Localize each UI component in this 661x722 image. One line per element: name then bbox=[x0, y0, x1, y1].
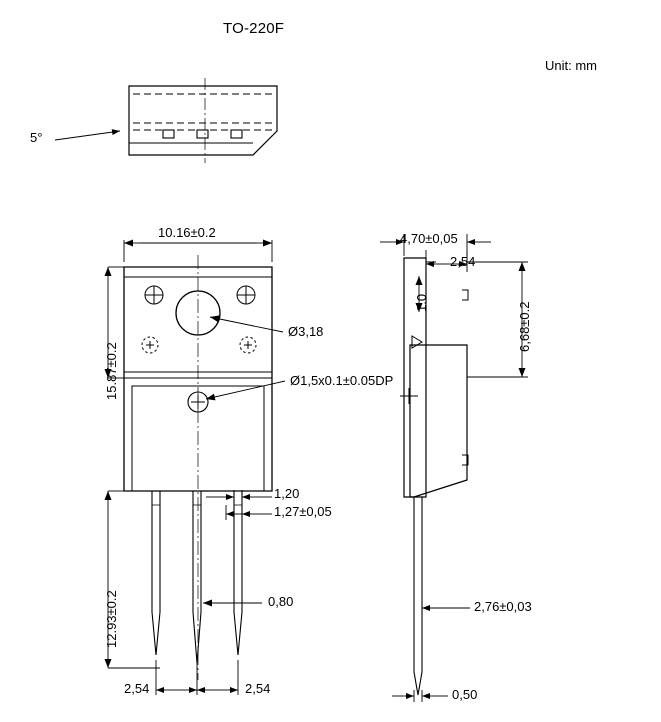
dim-side-tab-total: 6,68±0.2 bbox=[517, 301, 532, 352]
dim-lead-length: 12.93±0.2 bbox=[104, 590, 119, 648]
dim-lead-width-tol: 1,27±0,05 bbox=[274, 504, 332, 519]
dim-lead-thickness: 0,80 bbox=[268, 594, 294, 609]
dim-side-lead-thickness: 0,50 bbox=[452, 687, 478, 702]
page-title: TO-220F bbox=[223, 20, 285, 37]
top-edge-view bbox=[55, 78, 277, 163]
dim-lead-spacing-left: 2,54 bbox=[124, 681, 150, 696]
dim-side-offset: 2,54 bbox=[450, 254, 476, 269]
unit-note: Unit: mm bbox=[545, 58, 597, 73]
front-view bbox=[124, 255, 272, 680]
side-view bbox=[400, 258, 468, 695]
dim-hole-diameter: Ø3,18 bbox=[288, 324, 324, 339]
dim-side-tab-height: 1.0 bbox=[414, 293, 429, 312]
dim-body-width: 10.16±0.2 bbox=[158, 225, 216, 240]
dim-side-lead-offset: 2,76±0,03 bbox=[474, 599, 532, 614]
dim-small-hole: Ø1,5x0.1±0.05DP bbox=[290, 373, 394, 388]
dim-lead-pitch-inner: 1,20 bbox=[274, 486, 300, 501]
dim-body-height-upper: 15.87±0.2 bbox=[104, 342, 119, 400]
dim-lead-spacing-right: 2,54 bbox=[245, 681, 271, 696]
dim-side-body-thickness: 4,70±0,05 bbox=[400, 231, 458, 246]
dim-angle-chamfer: 5° bbox=[30, 130, 43, 145]
